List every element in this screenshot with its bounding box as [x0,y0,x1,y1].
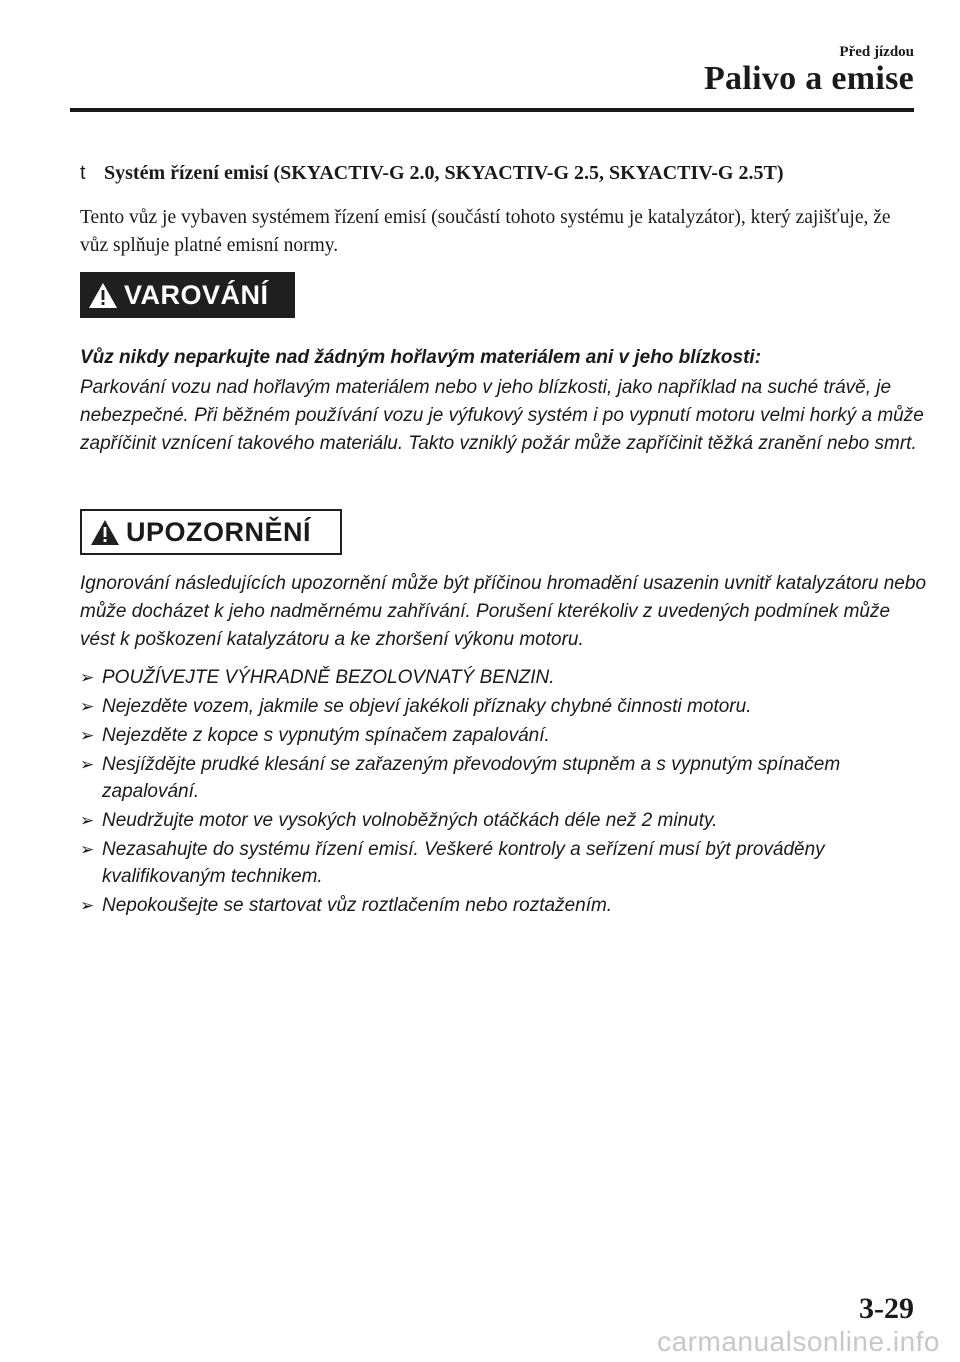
warning-badge [80,272,295,318]
arrow-bullet-icon: ➢ [80,896,95,915]
warning-label: VAROVÁNÍ [124,279,269,310]
list-item: ➢ POUŽÍVEJTE VÝHRADNĚ BEZOLOVNATÝ BENZIN. [80,664,920,691]
arrow-bullet-icon: ➢ [80,840,95,859]
list-item: ➢ Nezasahujte do systému řízení emisí. Veškeré kontroly a seřízení musí být prováděny kvalifikovaným technikem. [80,836,920,890]
section-heading-text: Systém řízení emisí (SKYACTIV-G 2.0, SKYACTIV-G 2.5, SKYACTIV-G 2.5T) [104,162,784,184]
list-item: ➢ Nejezděte z kopce s vypnutým spínačem zapalování. [80,722,920,749]
page-number: 3-29 [859,1292,914,1325]
list-item: ➢ Nepokoušejte se startovat vůz roztlačením nebo roztažením. [80,892,920,919]
intro-paragraph: Tento vůz je vybaven systémem řízení emisí (součástí tohoto systému je katalyzátor), který zajišťuje, že vůz splňuje platné emisní normy. [80,207,891,256]
arrow-bullet-icon: ➢ [80,697,95,716]
warning-body: Parkování vozu nad hořlavým materiálem nebo v jeho blízkosti, jako například na suché trávě, je nebezpečné. Při běžném používání vozu je výfukový systém i po vypnutí motoru velmi horký a může zapříčinit vznícení takového materiálu. Takto vzniklý požár může zapříčinit těžká zranění nebo smrt. [80,377,924,454]
arrow-bullet-icon: ➢ [80,755,95,774]
section-heading [80,162,783,185]
arrow-bullet-icon: ➢ [80,668,95,687]
arrow-bullet-icon: ➢ [80,811,95,830]
watermark: carmanualsonline.info [657,1326,940,1357]
caution-list [80,664,920,921]
section-bullet: t [80,162,86,184]
arrow-bullet-icon: ➢ [80,726,95,745]
page-title: Palivo a emise [703,60,914,97]
caution-label: UPOZORNĚNÍ [126,516,312,547]
list-item: ➢ Nesjíždějte prudké klesání se zařazeným převodovým stupněm a s vypnutým spínačem zapalování. [80,751,920,805]
warning-triangle-icon [88,282,118,309]
warning-title: Vůz nikdy neparkujte nad žádným hořlavým materiálem ani v jeho blízkosti: [80,347,762,368]
header-divider [70,108,914,112]
caution-badge [80,509,342,555]
caution-triangle-icon [90,519,120,546]
chapter-subtitle: Před jízdou [839,44,914,60]
list-item: ➢ Nejezděte vozem, jakmile se objeví jakékoli příznaky chybné činnosti motoru. [80,693,920,720]
caution-body: Ignorování následujících upozornění může být příčinou hromadění usazenin uvnitř katalyzátoru nebo může docházet k jeho nadměrnému zahřívání. Porušení kterékoliv z uvedených podmínek může vést k poškození katalyzátoru a ke zhoršení výkonu motoru. [80,573,927,650]
list-item: ➢ Neudržujte motor ve vysokých volnoběžných otáčkách déle než 2 minuty. [80,807,920,834]
